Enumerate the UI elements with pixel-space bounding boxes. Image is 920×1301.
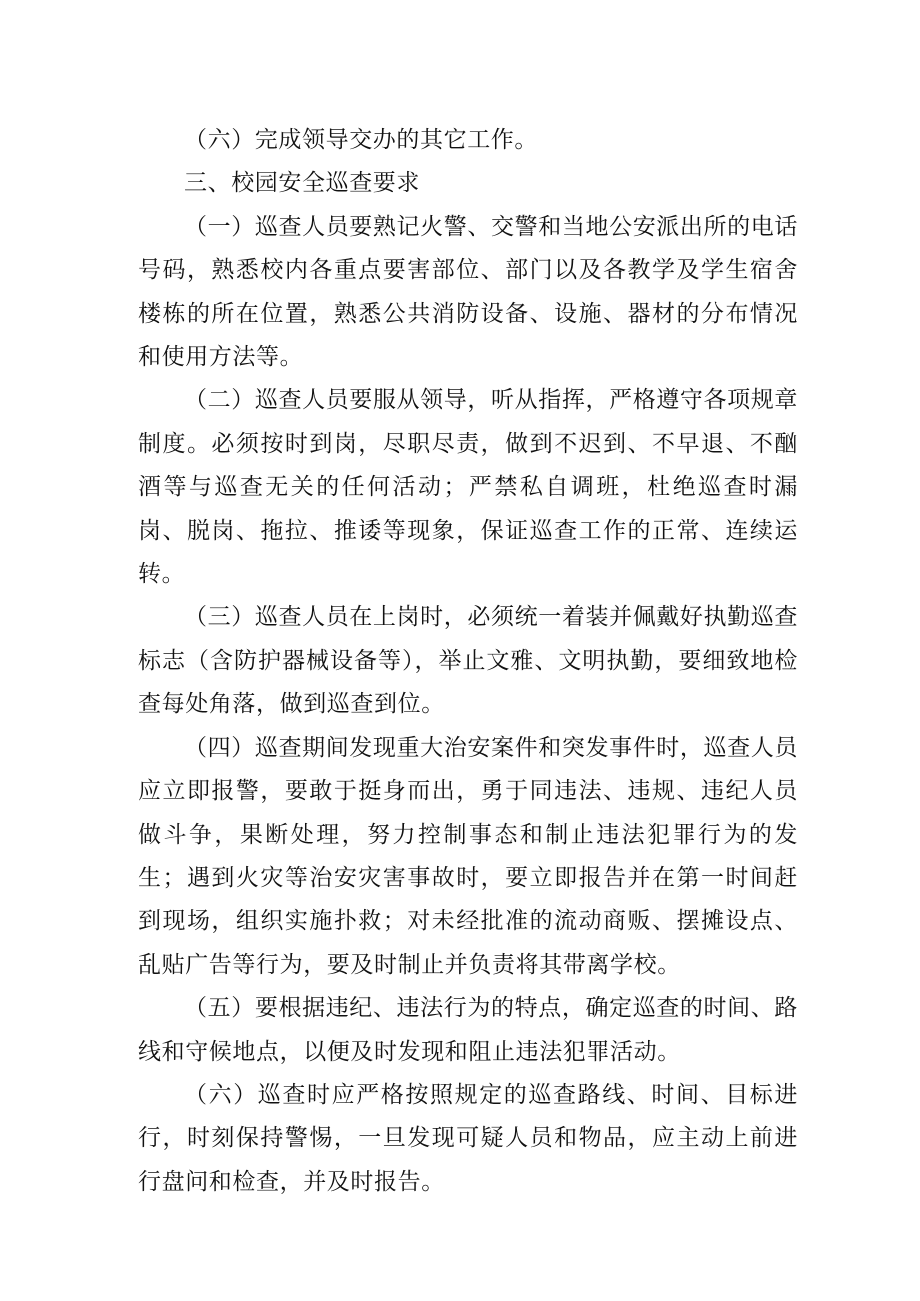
paragraph-requirement-four: （四）巡查期间发现重大治安案件和突发事件时，巡查人员应立即报警，要敢于挺身而出，勇于同违法、违规、违纪人员做斗争，果断处理，努力控制事态和制止违法犯罪行为的发生；遇到火灾等治安灾害事故时，要立即报告并在第一时间赶到现场，组织实施扑救；对未经批准的流动商贩、摆摊设点、乱贴广告等行为，要及时制止并负责将其带离学校。	[138, 734, 798, 978]
section-heading-patrol-requirements: 三、校园安全巡查要求	[184, 170, 420, 197]
paragraph-duty-six: （六）完成领导交办的其它工作。	[184, 127, 538, 153]
paragraph-requirement-six: （六）巡查时应严格按照规定的巡查路线、时间、目标进行，时刻保持警惕，一旦发现可疑人员和物品，应主动上前进行盘问和检查，并及时报告。	[138, 1081, 798, 1195]
paragraph-requirement-two: （二）巡查人员要服从领导，听从指挥，严格遵守各项规章制度。必须按时到岗，尽职尽责，做到不迟到、不早退、不酗酒等与巡查无关的任何活动；严禁私自调班，杜绝巡查时漏岗、脱岗、拖拉、推诿等现象，保证巡查工作的正常、连续运转。	[138, 387, 798, 588]
document-body	[138, 119, 798, 1204]
paragraph-requirement-one: （一）巡查人员要熟记火警、交警和当地公安派出所的电话号码，熟悉校内各重点要害部位、部门以及各教学及学生宿舍楼栋的所在位置，熟悉公共消防设备、设施、器材的分布情况和使用方法等。	[138, 213, 798, 371]
paragraph-requirement-five: （五）要根据违纪、违法行为的特点，确定巡查的时间、路线和守候地点，以便及时发现和阻止违法犯罪活动。	[138, 995, 798, 1065]
paragraph-requirement-three: （三）巡查人员在上岗时，必须统一着装并佩戴好执勤巡查标志（含防护器械设备等），举止文雅、文明执勤，要细致地检查每处角落，做到巡查到位。	[138, 604, 798, 718]
